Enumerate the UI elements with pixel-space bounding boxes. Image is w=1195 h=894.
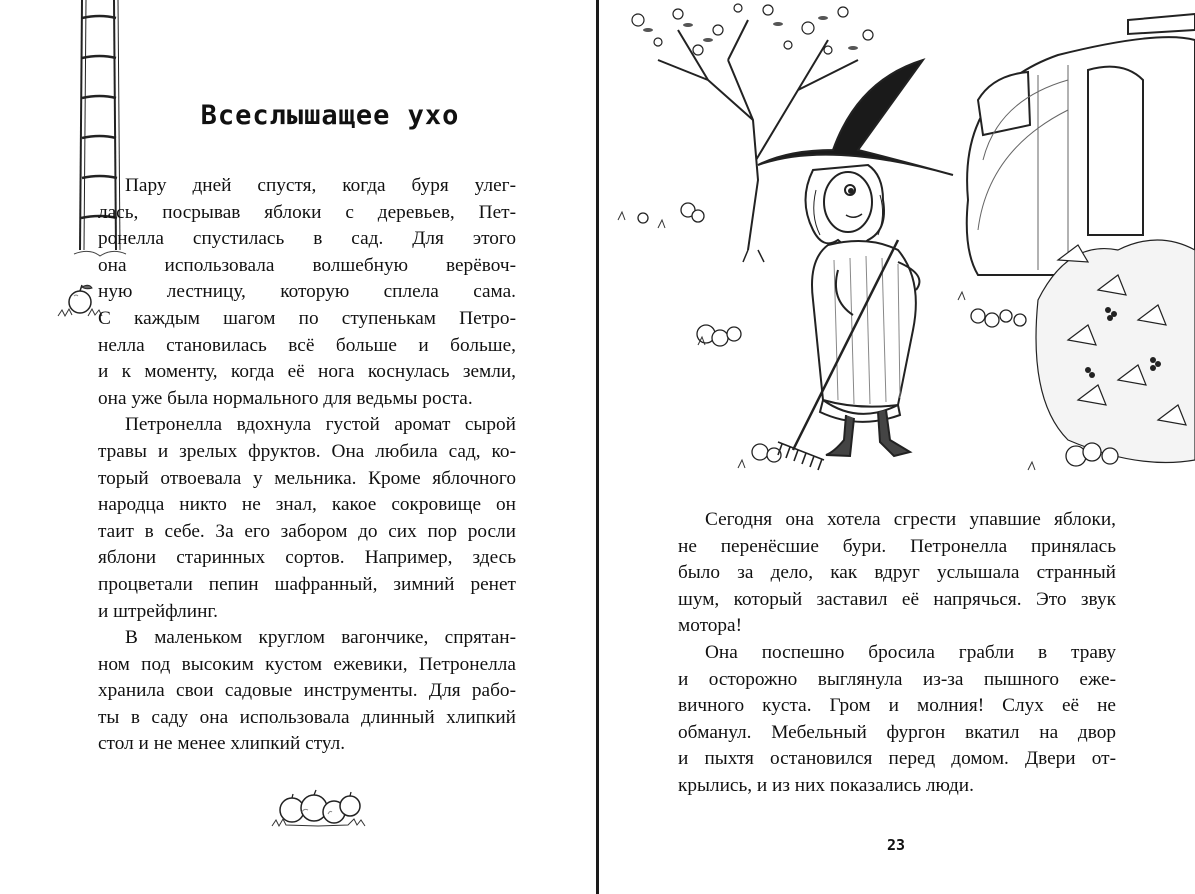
text-line: и к моменту, когда её нога коснулась земли, <box>98 361 516 383</box>
text-line: С каждым шагом по ступенькам Петро- <box>98 307 516 329</box>
text-line: лась, посрывав яблоки с деревьев, Пет- <box>98 201 516 223</box>
text-line: народца никто не знал, какое сокровище он <box>98 494 516 516</box>
text-line: мотора! <box>678 615 743 637</box>
text-line: яблони старинных сортов. Например, здесь <box>98 547 516 569</box>
paragraph <box>678 507 1116 640</box>
text-line: обманул. Мебельный фургон вкатил на двор <box>678 721 1116 743</box>
right-page <box>598 0 1195 894</box>
text-line: стол и не менее хлипкий стул. <box>98 733 346 755</box>
text-line: ном под высоким кустом ежевики, Петронелла <box>98 653 516 675</box>
paragraph <box>98 173 516 412</box>
text-line: Пару дней спустя, когда буря улег- <box>125 175 516 196</box>
text-line: не перенёсшие бури. Петронелла принялась <box>678 535 1116 557</box>
text-line: таит в себе. За его забором до сих пор росли <box>98 520 516 542</box>
text-line: она использовала волшебную верёвоч- <box>98 254 516 276</box>
paragraph <box>98 412 516 625</box>
text-line: В маленьком круглом вагончике, спрятан- <box>125 627 516 649</box>
chapter-title: Всеслышащее ухо <box>200 100 460 131</box>
text-line: торый отвоевала у мельника. Кроме яблочного <box>98 467 516 489</box>
text-line: и штрейфлинг. <box>98 600 218 622</box>
text-line: Она поспешно бросила грабли в траву <box>705 641 1116 663</box>
text-line: ты в саду она использовала длинный хлипкий <box>98 706 516 728</box>
left-page <box>0 0 597 894</box>
apples-cluster-illustration <box>268 786 368 831</box>
paragraph <box>678 640 1116 800</box>
text-line: Петронелла вдохнула густой аромат сырой <box>125 414 516 436</box>
text-line: она уже была нормального для ведьмы роста. <box>98 387 473 409</box>
text-line: травы и зрелых фруктов. Она любила сад, ко- <box>98 440 516 462</box>
text-line: ную лестницу, которую сплела сама. <box>98 281 516 303</box>
right-body-text <box>678 507 1116 800</box>
text-line: нелла становилась всё больше и больше, <box>98 334 516 356</box>
text-line: Сегодня она хотела сгрести упавшие яблоки, <box>705 509 1116 530</box>
text-line: было за дело, как вдруг услышала странный <box>678 562 1116 584</box>
text-line: процветали пепин шафранный, зимний ренет <box>98 573 516 595</box>
text-line: ронелла спустилась в сад. Для этого <box>98 228 516 250</box>
paragraph <box>98 625 516 758</box>
text-line: хранила свои садовые инструменты. Для рабо- <box>98 680 516 702</box>
text-line: и осторожно выглянула из-за пышного еже- <box>678 668 1116 690</box>
text-line: шум, который заставил её напрячься. Это звук <box>678 588 1116 610</box>
left-body-text <box>98 173 516 758</box>
witch-garden-illustration <box>598 0 1195 480</box>
text-line: крылись, и из них показались люди. <box>678 774 974 796</box>
text-line: вичного куста. Гром и молния! Слух её не <box>678 695 1116 717</box>
page-number: 23 <box>886 836 906 854</box>
text-line: и пыхтя остановился перед домом. Двери от- <box>678 748 1116 770</box>
